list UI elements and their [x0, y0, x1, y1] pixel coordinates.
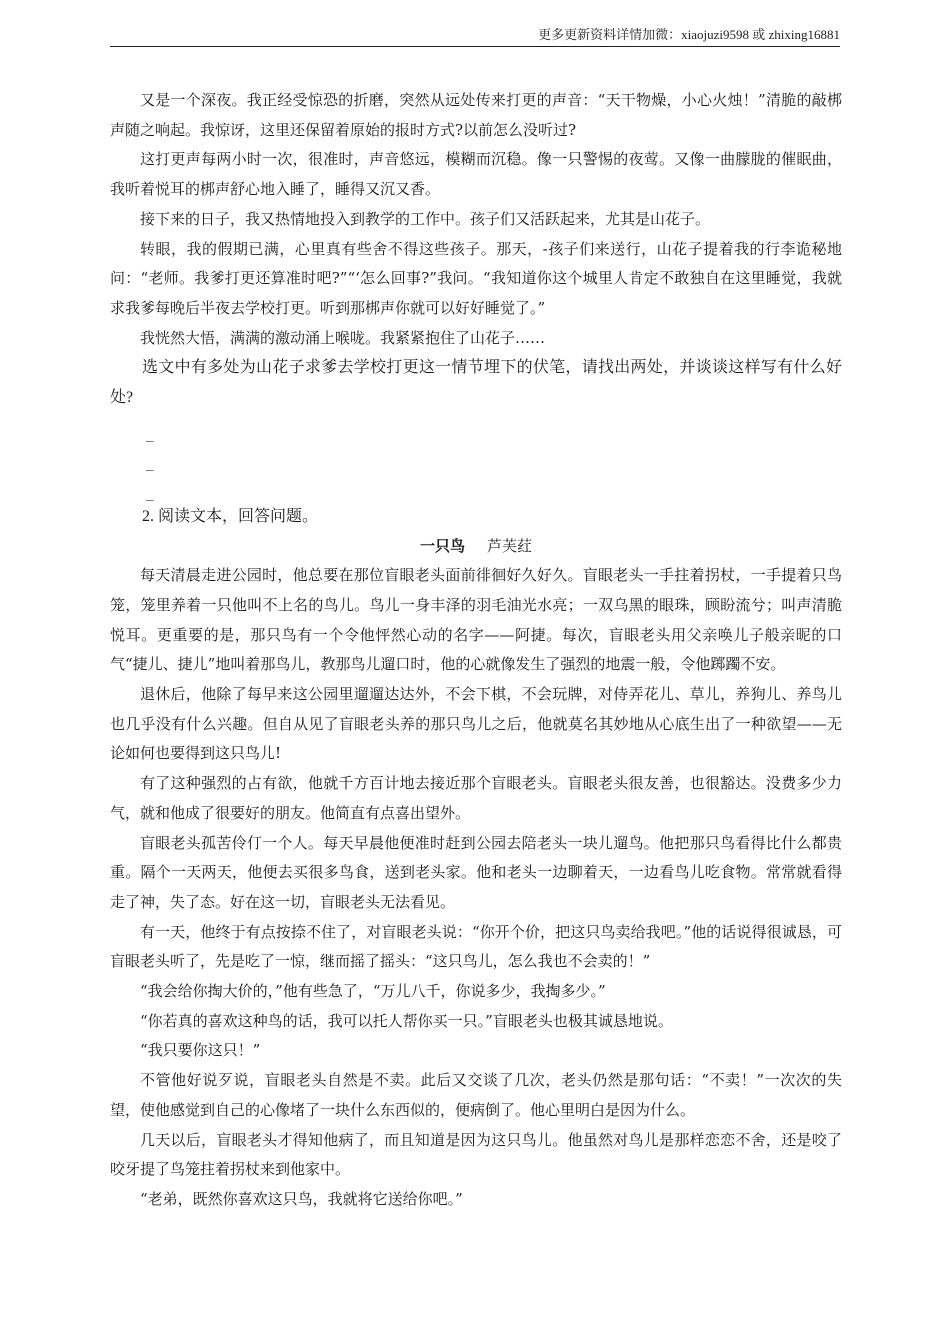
passage-paragraph: 接下来的日子，我又热情地投入到教学的工作中。孩子们又活跃起来，尤其是山花子。: [140, 209, 711, 228]
passage-paragraph: 我恍然大悟，满满的激动涌上喉咙。我紧紧抱住了山花子……: [140, 328, 546, 347]
story-author: 芦芙荭: [487, 536, 533, 555]
main-content: [110, 86, 842, 1215]
question-2: 2. 阅读文本，回答问题。: [142, 507, 319, 525]
story-paragraph: 有一天，他终于有点按捺不住了，对盲眼老头说：“你开个价，把这只鸟卖给我吧。”他的话说得很诚恳，可盲眼老头听了，先是吃了一惊，继而摇了摇头：“这只鸟儿，怎么我也不会卖的！”: [110, 922, 842, 971]
story-title: 一只鸟: [419, 536, 465, 555]
story-paragraph: “老弟，既然你喜欢这只鸟，我就将它送给你吧。”: [140, 1189, 463, 1208]
story-heading: [110, 532, 842, 562]
story-paragraph: “我会给你掏大价的，”他有些急了，“万儿八千，你说多少，我掏多少。”: [140, 982, 606, 1001]
story-paragraph: 几天以后，盲眼老头才得知他病了，而且知道是因为这只鸟儿。他虽然对鸟儿是那样恋恋不舍，还是咬了咬牙提了鸟笼拄着拐杖来到他家中。: [110, 1130, 842, 1179]
story-paragraph: 盲眼老头孤苦伶仃一个人。每天早晨他便准时赶到公园去陪老头一块儿遛鸟。他把那只鸟看得比什么都贵重。隔个一天两天，他便去买很多鸟食，送到老头家。他和老头一边聊着天，一边看鸟儿吃食物。常常就看得走了神，失了态。好在这一切，盲眼老头无法看见。: [110, 833, 842, 911]
story-paragraph: “我只要你这只！”: [140, 1041, 261, 1060]
story-paragraph: 退休后，他除了每早来这公园里遛遛达达外，不会下棋，不会玩牌，对侍弄花儿、草儿，养狗儿、养鸟儿也几乎没有什么兴趣。但自从见了盲眼老头养的那只鸟儿之后，他就莫名其妙地从心底生出了一种欲望——无论如何也要得到这只鸟儿!: [110, 685, 842, 763]
story-paragraph: 每天清晨走进公园时，他总要在那位盲眼老头面前徘徊好久好久。盲眼老头一手拄着拐杖，一手提着只鸟笼，笼里养着一只他叫不上名的鸟儿。鸟儿一身丰泽的羽毛油光水亮；一双乌黑的眼珠，顾盼流兮；叫声清脆悦耳。更重要的是，那只鸟有一个令他怦然心动的名字——阿捷。每次，盲眼老头用父亲唤儿子般亲昵的口气“捷儿、捷儿”地叫着那鸟儿，教那鸟儿遛口时，他的心就像发生了强烈的地震一般，令他踯躅不安。: [110, 566, 842, 674]
passage-paragraph: 又是一个深夜。我正经受惊恐的折磨，突然从远处传来打更的声音：“天干物燥，小心火烛！”清脆的敲梆声随之响起。我惊讶，这里还保留着原始的报时方式?以前怎么没听过?: [110, 91, 842, 139]
answer-blank[interactable]: _: [146, 453, 154, 472]
answer-blank[interactable]: _: [146, 483, 154, 502]
story-paragraph: “你若真的喜欢这种鸟的话，我可以托人帮你买一只。”盲眼老头也极其诚恳地说。: [140, 1011, 673, 1030]
passage-paragraph: 转眼，我的假期已满，心里真有些舍不得这些孩子。那天，-孩子们来送行，山花子提着我的行李诡秘地问：“老师。我爹打更还算准时吧?”“‘怎么回事?”我问。“我知道你这个城里人肯定不敢独自在这里睡觉，我就求我爹每晚后半夜去学校打更。听到那梆声你就可以好好睡觉了。”: [110, 239, 842, 317]
header-divider: [110, 46, 840, 47]
passage-paragraph: 这打更声每两小时一次，很准时，声音悠远，模糊而沉稳。像一只警惕的夜莺。又像一曲朦胧的催眠曲，我听着悦耳的梆声舒心地入睡了，睡得又沉又香。: [110, 150, 842, 199]
answer-blank[interactable]: _: [146, 423, 154, 442]
question-1: 选文中有多处为山花子求爹去学校打更这一情节埋下的伏笔，请找出两处，并谈谈这样写有什么好处?: [110, 359, 842, 407]
page-header: 更多更新资料详情加微：xiaojuzi9598 或 zhixing16881: [538, 27, 840, 42]
story-paragraph: 不管他好说歹说，盲眼老头自然是不卖。此后又交谈了几次，老头仍然是那句话：“不卖！”一次次的失望，使他感觉到自己的心像堵了一块什么东西似的，便病倒了。他心里明白是因为什么。: [110, 1071, 842, 1119]
story-paragraph: 有了这种强烈的占有欲，他就千方百计地去接近那个盲眼老头。盲眼老头很友善，也很豁达。没费多少力气，就和他成了很要好的朋友。他简直有点喜出望外。: [110, 774, 842, 822]
